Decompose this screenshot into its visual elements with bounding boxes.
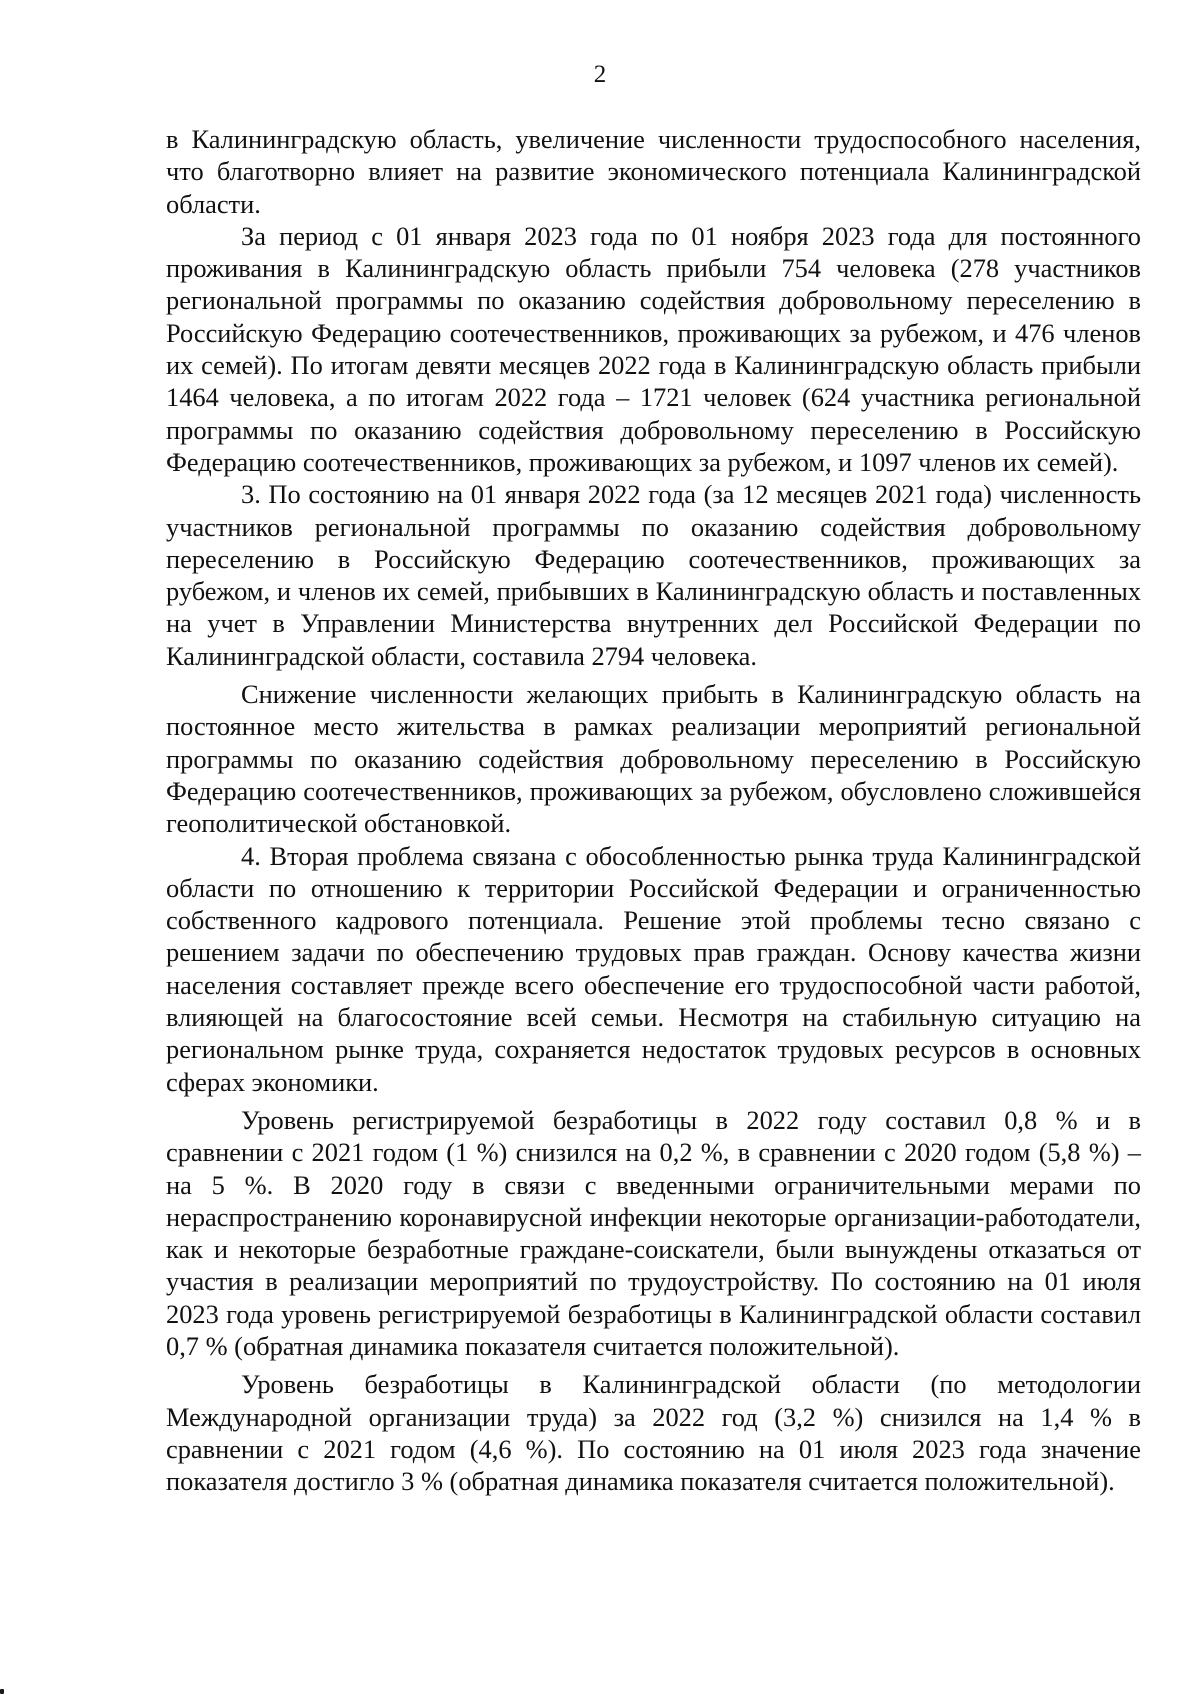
paragraph-item-4: 4. Вторая проблема связана с обособленностью рынка труда Калининградской области по отношению к территории Российской Федерации и ограниченностью собственного кадрового потенциала. Решение этой проблемы тесно связано с решением задачи по обеспечению трудовых прав граждан. Основу качества жизни населения составляет прежде всего обеспечение его трудоспособной части работой, влияющей на благосостояние всей семьи. Несмотря на стабильную ситуацию на региональном рынке труда, сохраняется недостаток трудовых ресурсов в основных сферах экономики. xyxy=(166,840,1141,1097)
paragraph-registered-unemployment: Уровень регистрируемой безработицы в 2022 году составил 0,8 % и в сравнении с 2021 годом (1 %) снизился на 0,2 %, в сравнении с 2020 годом (5,8 %) – на 5 %. В 2020 году в связи с введенными ограничительными мерами по нераспространению коронавирусной инфекции некоторые организации-работодатели, как и некоторые безработные граждане-соискатели, были вынуждены отказаться от участия в реализации мероприятий по трудоустройству. По состоянию на 01 июля 2023 года уровень регистрируемой безработицы в Калининградской области составил 0,7 % (обратная динамика показателя считается положительной). xyxy=(166,1104,1141,1361)
page-number: 2 xyxy=(593,61,607,88)
paragraph-ilo-unemployment: Уровень безработицы в Калининградской области (по методологии Международной организации труда) за 2022 год (3,2 %) снизился на 1,4 % в сравнении с 2021 годом (4,6 %). По состоянию на 01 июля 2023 года значение показателя достигло 3 % (обратная динамика показателя считается положительной). xyxy=(166,1369,1141,1497)
scan-artifact-dot xyxy=(0,1689,4,1694)
paragraph-decline-reason: Снижение численности желающих прибыть в Калининградскую область на постоянное место жительства в рамках реализации мероприятий региональной программы по оказанию содействия добровольному переселению в Российскую Федерацию соотечественников, проживающих за рубежом, обусловлено сложившейся геополитической обстановкой. xyxy=(166,679,1141,839)
paragraph-item-3: 3. По состоянию на 01 января 2022 года (за 12 месяцев 2021 года) численность участников региональной программы по оказанию содействия добровольному переселению в Российскую Федерацию соотечественников, проживающих за рубежом, и членов их семей, прибывших в Калининградскую область и поставленных на учет в Управлении Министерства внутренних дел Российской Федерации по Калининградской области, составила 2794 человека. xyxy=(166,479,1141,671)
document-body xyxy=(166,123,1141,1497)
paragraph-arrivals-2023: За период с 01 января 2023 года по 01 ноября 2023 года для постоянного проживания в Калининградскую область прибыли 754 человека (278 участников региональной программы по оказанию содействия добровольному переселению в Российскую Федерацию соотечественников, проживающих за рубежом, и 476 членов их семей). По итогам девяти месяцев 2022 года в Калининградскую область прибыли 1464 человека, а по итогам 2022 года – 1721 человек (624 участника региональной программы по оказанию содействия добровольному переселению в Российскую Федерацию соотечественников, проживающих за рубежом, и 1097 членов их семей). xyxy=(166,220,1141,477)
paragraph-continuation: в Калининградскую область, увеличение численности трудоспособного населения, что благотворно влияет на развитие экономического потенциала Калининградской области. xyxy=(166,124,1141,219)
